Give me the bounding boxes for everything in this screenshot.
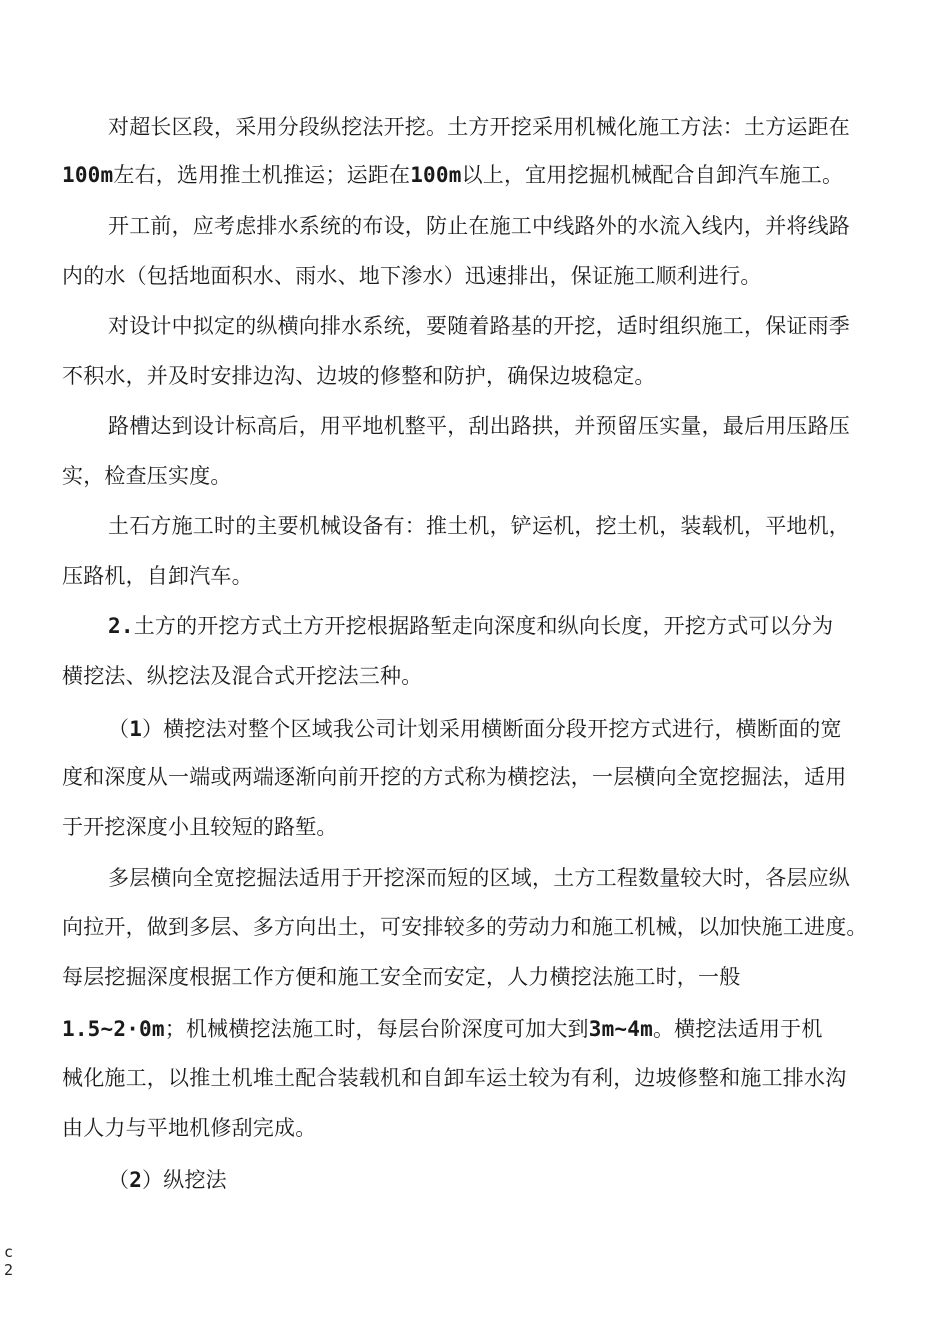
distance-value: 100m <box>410 163 462 187</box>
paragraph-7-line-1: （1）横挖法对整个区域我公司计划采用横断面分段开挖方式进行，横断面的宽 <box>108 717 842 741</box>
depth-value: 3m~4m <box>588 1017 653 1041</box>
paragraph-5-line-2: 压路机，自卸汽车。 <box>62 564 253 588</box>
paragraph-4-line-1: 路槽达到设计标高后，用平地机整平，刮出路拱，并预留压实量，最后用压路压 <box>108 414 850 438</box>
paragraph-8-line-2: 向拉开，做到多层、多方向出土，可安排较多的劳动力和施工机械，以加快施工进度。 <box>62 915 868 939</box>
distance-value: 100m <box>62 163 114 187</box>
paragraph-2-line-1: 开工前，应考虑排水系统的布设，防止在施工中线路外的水流入线内，并将线路 <box>108 214 850 238</box>
paragraph-4-line-2: 实，检查压实度。 <box>62 464 232 488</box>
paragraph-8-line-3: 每层挖掘深度根据工作方便和施工安全而安定，人力横挖法施工时，一般 <box>62 965 741 989</box>
paragraph-7-line-2: 度和深度从一端或两端逐渐向前开挖的方式称为横挖法，一层横向全宽挖掘法，适用 <box>62 765 847 789</box>
paragraph-6-line-2: 横挖法、纵挖法及混合式开挖法三种。 <box>62 664 423 688</box>
margin-note-number: 2 <box>4 1261 14 1279</box>
margin-note-letter: c <box>4 1243 14 1261</box>
paragraph-8-line-1: 多层横向全宽挖掘法适用于开挖深而短的区域，土方工程数量较大时，各层应纵 <box>108 866 850 890</box>
item-number: 1 <box>129 717 143 741</box>
section-number: 2. <box>108 614 134 638</box>
paragraph-8-line-6: 由人力与平地机修刮完成。 <box>62 1116 317 1140</box>
paragraph-9-line-1: （2）纵挖法 <box>108 1168 227 1192</box>
paragraph-2-line-2: 内的水（包括地面积水、雨水、地下渗水）迅速排出，保证施工顺利进行。 <box>62 264 762 288</box>
paragraph-8-line-5: 械化施工，以推土机堆土配合装载机和自卸车运土较为有利，边坡修整和施工排水沟 <box>62 1066 847 1090</box>
paragraph-6-line-1: 2.土方的开挖方式土方开挖根据路堑走向深度和纵向长度，开挖方式可以分为 <box>108 614 834 638</box>
item-number: 2 <box>129 1168 143 1192</box>
paragraph-1-line-2: 100m左右，选用推土机推运；运距在100m以上，宜用挖掘机械配合自卸汽车施工。 <box>62 163 844 187</box>
paragraph-5-line-1: 土石方施工时的主要机械设备有：推土机，铲运机，挖土机，装载机，平地机， <box>108 514 850 538</box>
paragraph-3-line-1: 对设计中拟定的纵横向排水系统，要随着路基的开挖，适时组织施工，保证雨季 <box>108 314 850 338</box>
paragraph-8-line-4: 1.5~2·0m；机械横挖法施工时，每层台阶深度可加大到3m~4m。横挖法适用于机 <box>62 1017 823 1041</box>
paragraph-3-line-2: 不积水，并及时安排边沟、边坡的修整和防护，确保边坡稳定。 <box>62 364 656 388</box>
paragraph-7-line-3: 于开挖深度小且较短的路堑。 <box>62 815 338 839</box>
paragraph-1-line-1: 对超长区段，采用分段纵挖法开挖。土方开挖采用机械化施工方法：土方运距在 <box>108 115 850 139</box>
depth-value: 1.5~2·0m <box>62 1017 165 1041</box>
